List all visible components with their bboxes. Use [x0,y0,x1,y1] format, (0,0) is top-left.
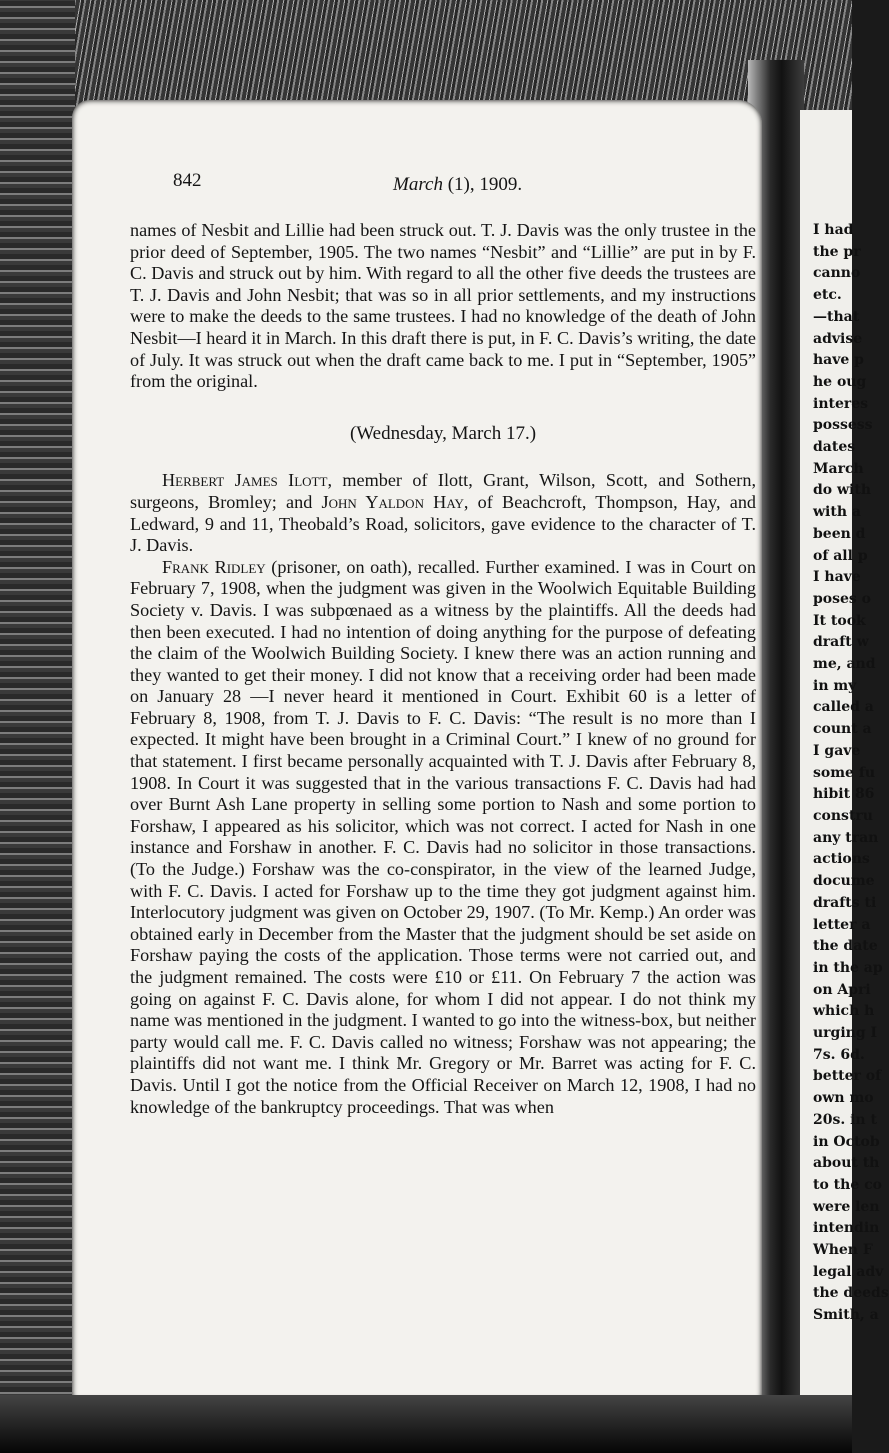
page-header [130,170,756,220]
date-heading: (Wednesday, March 17.) [349,422,537,444]
adjacent-page-line: drafts ti [813,894,877,911]
adjacent-page-line: the pr [813,243,861,260]
adjacent-page-line: to the co [813,1176,882,1193]
adjacent-page-line: letter a [813,916,871,933]
paragraph-continuation: names of Nesbit and Lillie had been struck out. T. J. Davis was the only trustee in the prior deed of September, 1905. The two names “Nesbit” and “Lillie” are put in by F. C. Davis and struck out by him. With regard to all the other five deeds the trustees are T. J. Davis and John Nesbit; that was so in all prior settlements, and my instructions were to make the deeds to the same trustees. I had no knowledge of the death of John Nesbit—I heard it in March. In this draft there is put, in F. C. Davis’s writing, the date of July. It was struck out when the draft came back to me. I put in “September, 1905” from the original. [130,220,756,392]
adjacent-page-line: which h [813,1003,875,1020]
adjacent-page-line: poses o [813,590,872,607]
page-number: 842 [173,170,202,191]
ridley-testimony-text: (prisoner, on oath), recalled. Further examined. I was in Court on February 7, 1908, when the judgment was given in the Woolwich Equitable Building Society v. Davis. I was subpœnaed as a witness by the plaintiffs. All the deeds had then been executed. I had no intention of doing anything for the purpose of defeating the claim of the Woolwich Building Society. I knew there was an action running and they wanted to get their money. I did not know that a receiving order had been made on January 28 —I never heard it mentioned in Court. Exhibit 60 is a letter of February 8, 1908, from T. J. Davis to F. C. Davis: “The result is no more than I expected. It might have been brought in a Criminal Court.” I knew of no ground for that statement. I first became personally acquainted with T. J. Davis after February 8, 1908. In Court it was suggested that in the various transactions F. C. Davis had had over Burnt Ash Lane property in selling some portion to Nash and some portion to Forshaw, I appeared as his solicitor, which was not correct. I acted for Nash in one instance and Forshaw in another. F. C. Davis had no solicitor in those transactions. (To the Judge.) Forshaw was the co-conspirator, in the view of the learned Judge, with F. C. Davis. I acted for Forshaw up to the time they got judgment against him. Interlocutory judgment was given on October 29, 1907. (To Mr. Kemp.) An order was obtained early in December from the Master that the judgment should be set aside on Forshaw paying the costs of the application. Those terms were not carried out, and the judgment remained. The costs were £10 or £11. On February 7 the action was going on against F. C. Davis alone, for whom I did not appear. I do not think my name was mentioned in the judgment. I wanted to go into the witness-box, but neither party would call me. F. C. Davis called no witness; Forshaw was not appearing; the plaintiffs did not want me. I think Mr. Gregory or Mr. Barret was acting for F. C. Davis. Until I got the notice from the Official Receiver on March 12, 1908, I had no knowledge of the bankruptcy proceedings. That was when [130,556,756,1117]
running-head [393,174,522,196]
adjacent-page-line: on Apri [813,981,871,998]
adjacent-page-line: —that [813,308,860,325]
adjacent-page-line: with a [813,504,861,521]
adjacent-page-line: any tran [813,829,879,846]
adjacent-page-line: I had [813,222,854,238]
adjacent-page-line: etc. [813,287,842,304]
adjacent-page-line: When F [813,1242,873,1259]
adjacent-page-line: me, and [813,656,876,673]
adjacent-page-line: in the ap [813,959,883,976]
scan-left-edge [0,0,75,1453]
adjacent-page-line: been d [813,525,866,542]
adjacent-page-line: I gave [813,742,861,759]
adjacent-page-line: the deeds [813,1285,889,1302]
adjacent-page-line: actions [813,851,870,868]
adjacent-page-line: advise [813,330,863,347]
adjacent-page-line: dates [813,439,856,456]
adjacent-page-line: better of [813,1068,882,1085]
adjacent-page-line: docume [813,873,875,890]
adjacent-page-line: It took [813,612,866,629]
scan-background-bottom [0,1395,852,1453]
adjacent-page-line: I have [813,569,861,586]
paragraph-ridley-testimony [130,557,756,1118]
adjacent-page-lines [813,220,889,1327]
adjacent-page-line: Smith, a [813,1307,879,1324]
adjacent-page-line: were len [813,1198,880,1215]
adjacent-page-line: the date [813,938,878,955]
adjacent-page-line: in my [813,677,857,694]
adjacent-page-line: urging I [813,1025,878,1042]
scan-background-top [0,0,852,110]
adjacent-page-line: some fu [813,764,876,781]
adjacent-page-line: about th [813,1155,880,1172]
witness-text-1: , member of Ilott, Grant, Wilson, Scott, and Sothern, surgeons, Bromley; and [130,470,756,512]
adjacent-page-line: interes [813,395,869,412]
adjacent-page-line: do with [813,482,872,499]
adjacent-page-line: legal adv [813,1263,884,1280]
witness-text-2: , of Beachcroft, Thompson, Hay, and Ledward, 9 and 11, Theobald’s Road, solicitors, gave evidence to the character of T. J. Davis. [130,491,757,556]
adjacent-page-line: constru [813,807,873,824]
paragraph-character-witnesses [130,470,756,556]
page-content [130,170,756,1118]
adjacent-page-line: canno [813,265,861,282]
adjacent-page-line: he oug [813,373,867,390]
adjacent-page-line: have p [813,352,864,369]
adjacent-page-line: March [813,460,864,477]
adjacent-page-line: in Octob [813,1133,880,1150]
adjacent-page-line: hibit 86 [813,786,875,803]
running-head-date: (1), 1909. [442,174,523,195]
body-text [130,220,756,1118]
adjacent-page-line: 7s. 6d. [813,1046,865,1063]
adjacent-page-line: own mo [813,1090,874,1107]
adjacent-page-line: count a [813,721,872,738]
running-head-month: March [393,174,443,195]
adjacent-page-fragment [800,110,889,1453]
adjacent-page-line: of all p [813,547,868,564]
adjacent-page-line: possess [813,417,873,434]
adjacent-page-line: 20s. in t [813,1111,877,1128]
adjacent-page-line: called a [813,699,874,716]
witness-name-ilott: Herbert James Ilott [162,470,328,491]
adjacent-page-line: draft w [813,634,869,651]
witness-name-hay: John Yaldon Hay [321,491,464,512]
prisoner-name-ridley: Frank Ridley [162,556,266,577]
adjacent-page-line: intendin [813,1220,880,1237]
